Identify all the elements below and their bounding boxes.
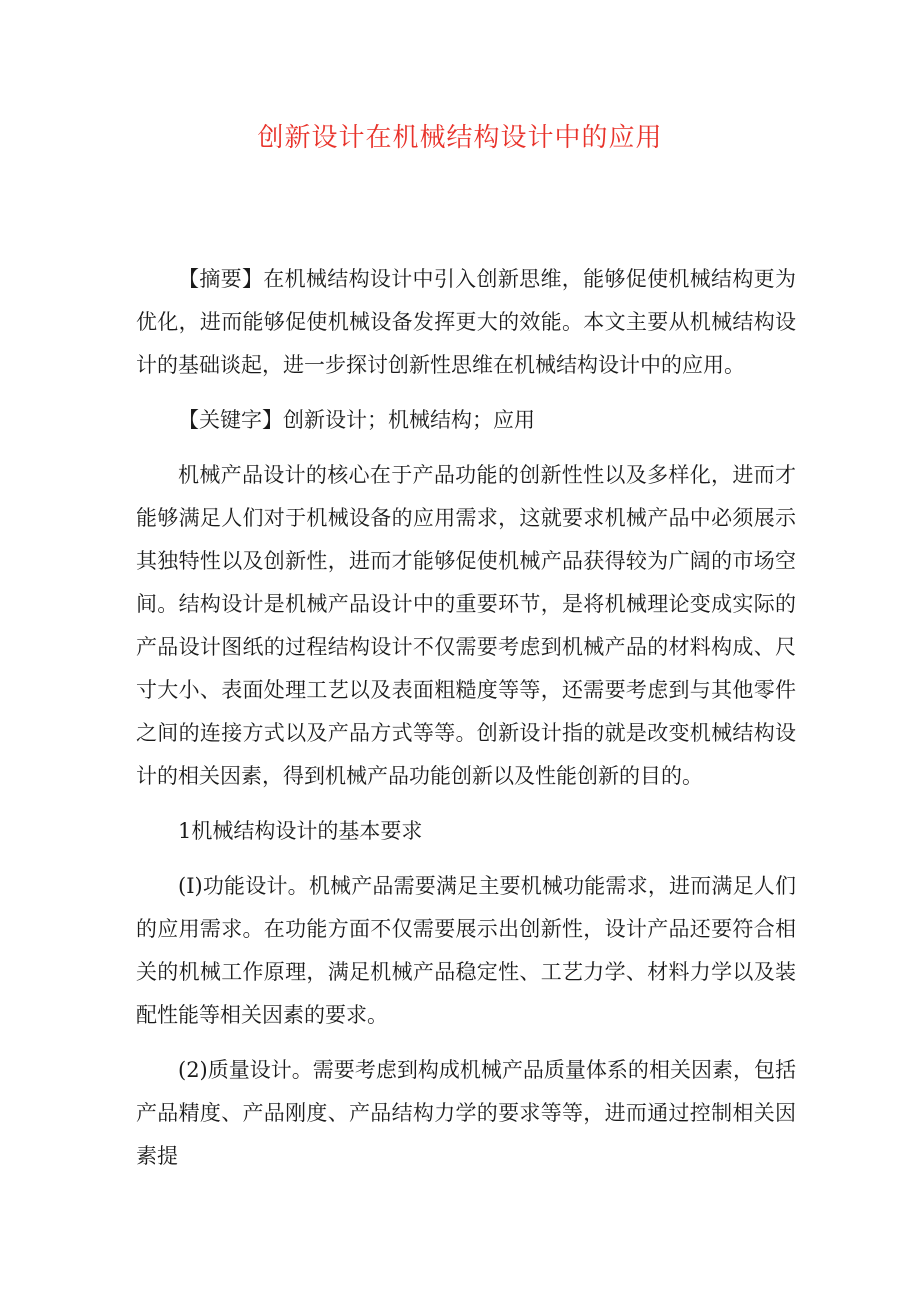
document-body — [136, 258, 796, 1190]
section-heading: 1机械结构设计的基本要求 — [178, 819, 423, 843]
keywords-paragraph: 【关键字】创新设计；机械结构；应用 — [178, 408, 535, 432]
intro-paragraph: 机械产品设计的核心在于产品功能的创新性性以及多样化，进而才能够满足人们对于机械设备的应用需求，这就要求机械产品中必须展示其独特性以及创新性，进而才能够促使机械产品获得较为广阔的市场空间。结构设计是机械产品设计中的重要环节，是将机械理论变成实际的产品设计图纸的过程结构设计不仅需要考虑到机械产品的材料构成、尺寸大小、表面处理工艺以及表面粗糙度等等，还需要考虑到与其他零件之间的连接方式以及产品方式等等。创新设计指的就是改变机械结构设计的相关因素，得到机械产品功能创新以及性能创新的目的。 — [136, 463, 796, 788]
document-title: 创新设计在机械结构设计中的应用 — [257, 123, 663, 153]
function-design-paragraph: (I)功能设计。机械产品需要满足主要机械功能需求，进而满足人们的应用需求。在功能方面不仅需要展示出创新性，设计产品还要符合相关的机械工作原理，满足机械产品稳定性、工艺力学、材料力学以及装配性能等相关因素的要求。 — [136, 874, 796, 1027]
quality-design-paragraph: (2)质量设计。需要考虑到构成机械产品质量体系的相关因素，包括产品精度、产品刚度、产品结构力学的要求等等，进而通过控制相关因素提 — [136, 1058, 796, 1168]
abstract-paragraph: 【摘要】在机械结构设计中引入创新思维，能够促使机械结构更为优化，进而能够促使机械设备发挥更大的效能。本文主要从机械结构设计的基础谈起，进一步探讨创新性思维在机械结构设计中的应用。 — [136, 267, 796, 377]
